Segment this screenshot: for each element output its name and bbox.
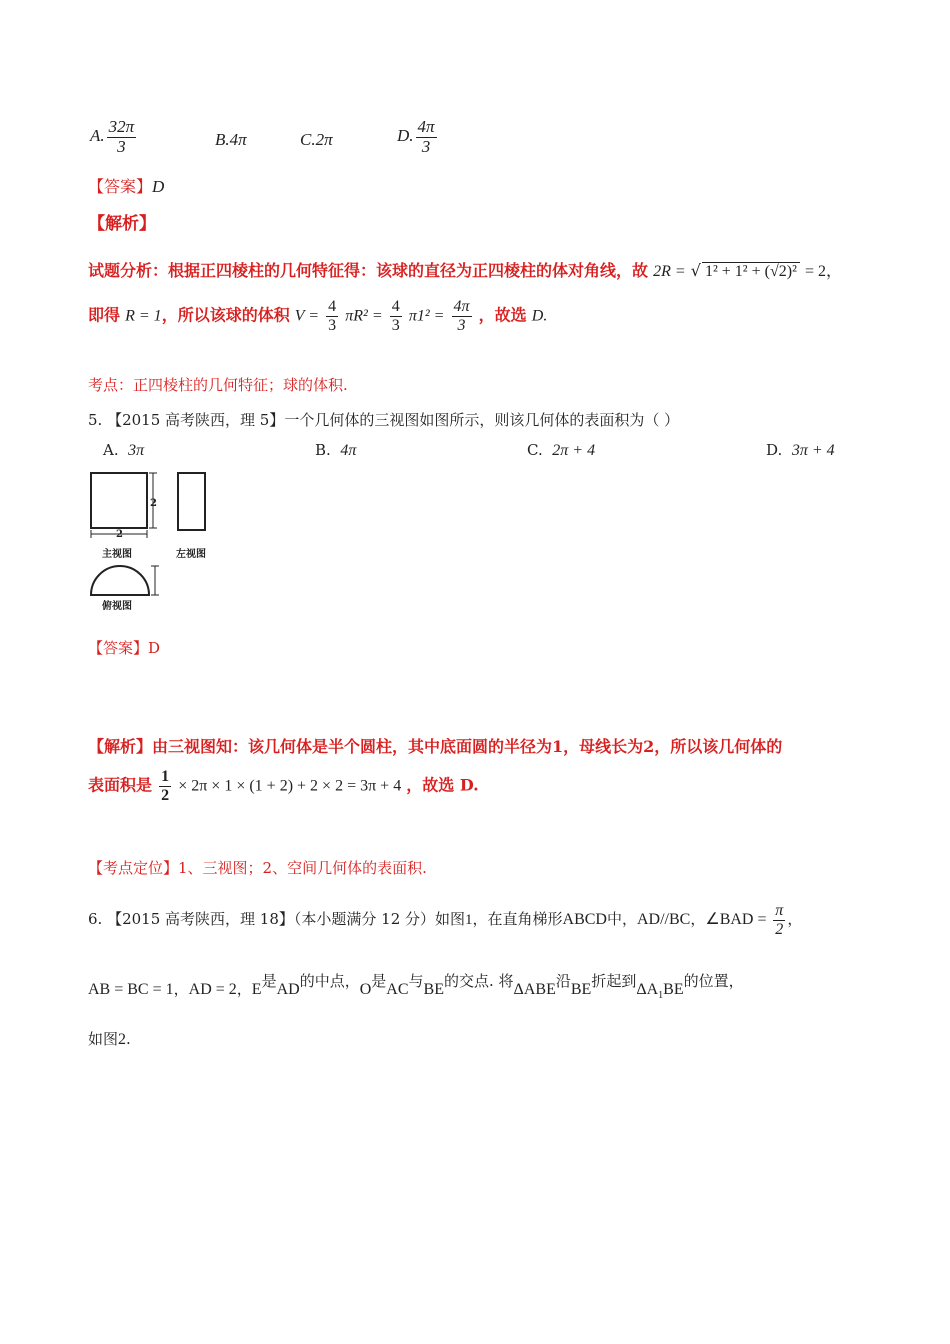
fig-label-front: 主视图 xyxy=(102,549,132,560)
q6-stem-line2: AB = BC = 1，AD = 2，E是AD的中点，O是AC与BE的交点. 将ΔABE沿BE折起到$\Delta A_1BE$的位置， xyxy=(88,972,744,1001)
q4-analysis-tag: 【解析】 xyxy=(88,214,156,234)
q4-analysis-line2: 即得 R = 1，所以该球的体积 V = $\frac{4}{3}$ πR² = $\frac{4}{3}$ π1² = $\frac{4\pi}{3}$ ，故选 D. xyxy=(88,298,548,334)
fig-dim-width: 2 xyxy=(116,529,123,540)
q5-kaodian: 【考点定位】1、三视图；2、空间几何体的表面积. xyxy=(88,859,427,877)
fig-label-left: 左视图 xyxy=(176,549,206,560)
q5-option-b: B. 4π xyxy=(315,441,357,459)
three-view-figure xyxy=(86,470,226,612)
q4-kaodian: 考点：正四棱柱的几何特征；球的体积. xyxy=(88,376,348,394)
q5-option-d: D. 3π + 4 xyxy=(766,441,835,459)
q5-option-a: A. 3π xyxy=(103,441,145,459)
fig-dim-height: 2 xyxy=(150,498,157,509)
q6-stem-line1: 6. 【2015 高考陕西，理 18】（本小题满分 12 分）如图1，在直角梯形ABCD中，AD//BC，∠BAD = $\frac{\pi}{2}$ ， xyxy=(88,902,803,938)
q4-analysis-line1: 试题分析：根据正四棱柱的几何特征得：该球的直径为正四棱柱的体对角线，故 2R = √ 1² + 1² + (√2)² = 2， xyxy=(88,261,842,280)
q5-analysis-line1: 【解析】由三视图知：该几何体是半个圆柱，其中底面圆的半径为1，母线长为2，所以该几何体的 xyxy=(88,737,783,756)
q4-option-c: C.2π xyxy=(300,130,333,149)
q5-analysis-line2: 表面积是 $\frac{1}{2}$ × 2π × 1 × (1 + 2) + 2 × 2 = 3π + 4 ，故选 D. xyxy=(88,768,479,804)
q5-stem: 5. 【2015 高考陕西，理 5】一个几何体的三视图如图所示，则该几何体的表面积为（ ） xyxy=(88,411,680,429)
fig-label-top: 俯视图 xyxy=(102,601,132,612)
q5-answer: 【答案】D xyxy=(88,639,161,657)
q6-stem-line3: 如图2. xyxy=(88,1030,131,1048)
q5-option-c: C. 2π + 4 xyxy=(527,441,596,459)
q4-option-b: B.4π xyxy=(215,130,247,149)
q4-option-d: D. $\frac{4\pi}{3}$ xyxy=(397,117,435,156)
q4-option-a: A. $\frac{32\pi}{3}$ xyxy=(90,117,135,156)
q4-answer: 【答案】D xyxy=(88,177,165,196)
